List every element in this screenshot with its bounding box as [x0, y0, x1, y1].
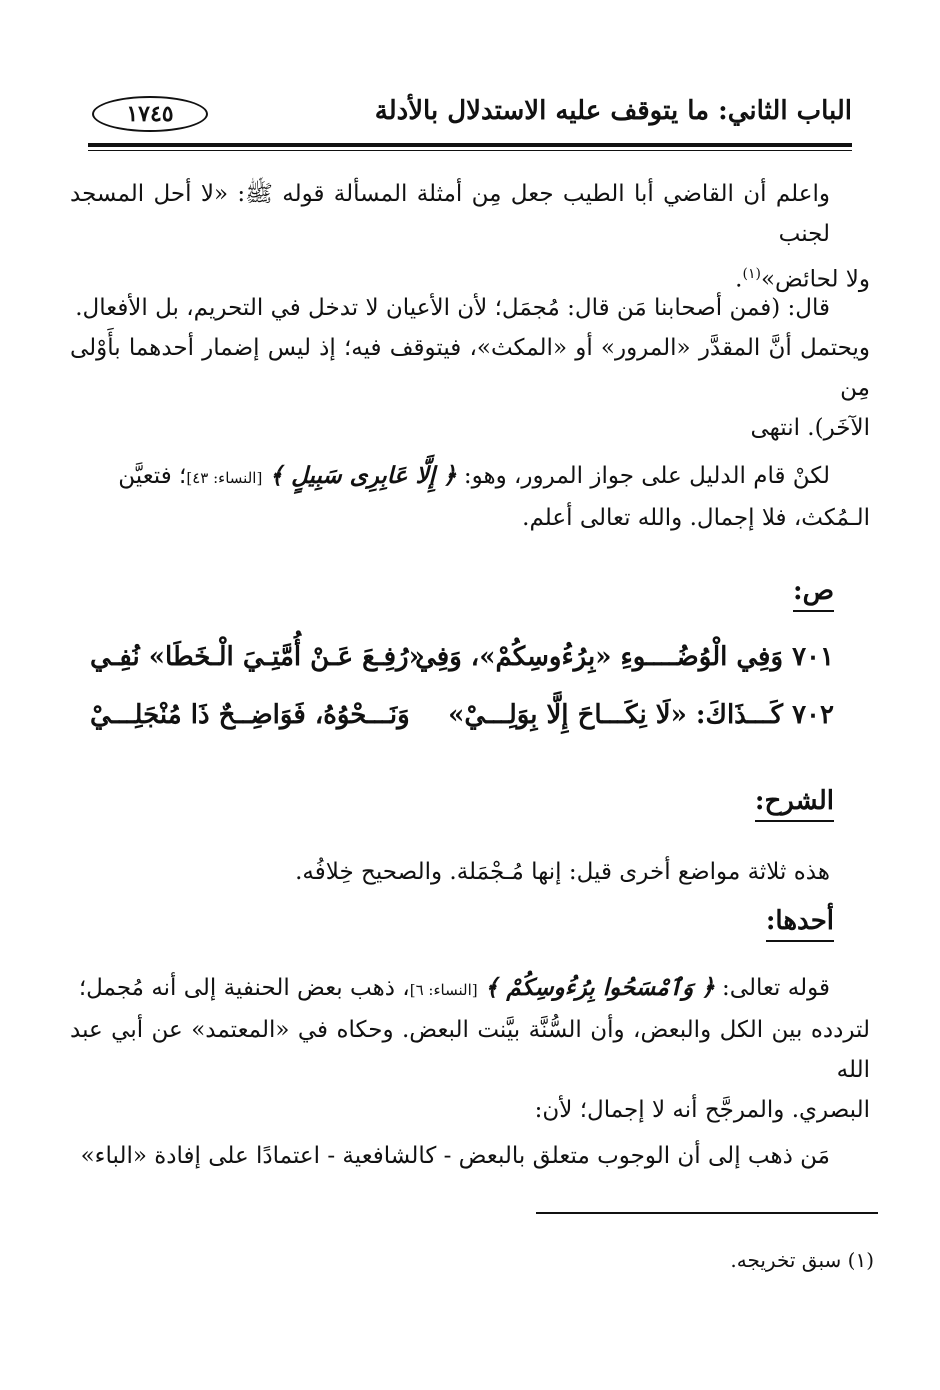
- heading-sharh: [755, 786, 834, 816]
- heading-matn: [793, 576, 834, 606]
- paragraph-1-line-1: واعلم أن القاضي أبا الطيب جعل مِن أمثلة المسألة قوله ﷺ: «لا أحل المسجد لجنب: [70, 181, 830, 247]
- paragraph-5-line-3: البصري. والمرجَّح أنه لا إجمال؛ لأن:: [534, 1097, 870, 1123]
- footnote-separator: [536, 1212, 878, 1214]
- paragraph-3-text-end: ؛ فتعيَّن: [118, 463, 187, 489]
- quran-verse: ﴿ وَٱمْسَحُوا بِرُءُوسِكُمْ ﴾: [484, 974, 715, 1001]
- running-title: الباب الثاني: ما يتوقف عليه الاستدلال بالأدلة: [374, 96, 852, 126]
- paragraph-3-line-1: [70, 456, 870, 498]
- header-rule-thick: [88, 143, 852, 147]
- paragraph-6-line-1: مَن ذهب إلى أن الوجوب متعلق بالبعض - كالشافعية - اعتمادًا على إفادة «الباء»: [80, 1143, 830, 1169]
- header-rule-thin: [88, 150, 852, 151]
- paragraph-1-line-2: ولا لحائض»$^{(١)}$.: [735, 266, 870, 293]
- quran-verse: ﴿ إِلَّا عَابِرِى سَبِيلٍ ﴾: [269, 462, 457, 489]
- paragraph-3: [70, 456, 870, 538]
- verse-702-first-hemistich: ٧٠٢ كَـــذَاكَ: «لَا نِكَـــاحَ إِلَّا بِوَلِـــيْ»: [448, 700, 834, 730]
- paragraph-1-text: ولا لحائض»: [760, 266, 870, 293]
- verse-701-first-hemistich: ٧٠١ وَفِي الْوُضُــــوءِ «بِرُءُوسِكُمْ»، وَفِي: [415, 642, 834, 672]
- heading-ahaduha-text: أحدها:: [766, 906, 834, 942]
- paragraph-5-text-end: ، ذهب بعض الحنفية إلى أنه مُجمل؛: [78, 975, 410, 1001]
- paragraph-2-line-1: قال: (فمن أصحابنا مَن قال: مُجمَل؛ لأن الأعيان لا تدخل في التحريم، بل الأفعال.: [75, 295, 830, 321]
- paragraph-4: [70, 852, 870, 892]
- verse-reference: [النساء: ٦]: [409, 981, 478, 999]
- heading-sharh-text: الشرح:: [755, 786, 834, 822]
- paragraph-4-line-1: هذه ثلاثة مواضع أخرى قيل: إنها مُـجْمَلة. والصحيح خِلافُه.: [295, 859, 830, 885]
- verse-reference: [النساء: ٤٣]: [186, 469, 263, 487]
- verse-702-second-hemistich: وَنَـــحْوُهُ، فَوَاضِــحٌ ذَا مُنْجَلِـــيْ: [90, 700, 410, 730]
- paragraph-5-line-2: لتردده بين الكل والبعض، وأن السُّنَّة بيَّنت البعض. وحكاه في «المعتمد» عن أبي عبد الله: [70, 1017, 870, 1083]
- paragraph-5-text: قوله تعالى:: [722, 975, 830, 1001]
- paragraph-5-line-1: [70, 968, 870, 1010]
- heading-ahaduha: [766, 906, 834, 936]
- paragraph-2-line-3: الآخَر). انتهى: [750, 415, 870, 441]
- verse-row-702: [90, 700, 834, 744]
- heading-matn-text: ص:: [793, 576, 834, 612]
- paragraph-3-text: لكنْ قام الدليل على جواز المرور، وهو:: [463, 463, 830, 489]
- verse-701-second-hemistich: «رُفِـعَ عَـنْ أُمَّتِـيَ الْـخَطَا» نُفِـي: [90, 642, 425, 672]
- paragraph-2-line-2: ويحتمل أنَّ المقدَّر «المرور» أو «المكث»، فيتوقف فيه؛ إذ ليس إضمار أحدهما بأَوْلى مِن: [70, 335, 870, 401]
- paragraph-2: [70, 288, 870, 448]
- paragraph-6: [70, 1136, 870, 1176]
- footnote-1: (١) سبق تخريجه.: [730, 1248, 874, 1272]
- paragraph-1: [70, 174, 870, 300]
- paragraph-3-line-2: الـمُكث، فلا إجمال. والله تعالى أعلم.: [522, 505, 870, 531]
- footnote-reference[interactable]: (١): [742, 266, 761, 282]
- paragraph-5: [70, 968, 870, 1130]
- verse-row-701: [90, 642, 834, 686]
- page-number: ١٧٤٥: [92, 96, 208, 132]
- page-header: [88, 92, 852, 138]
